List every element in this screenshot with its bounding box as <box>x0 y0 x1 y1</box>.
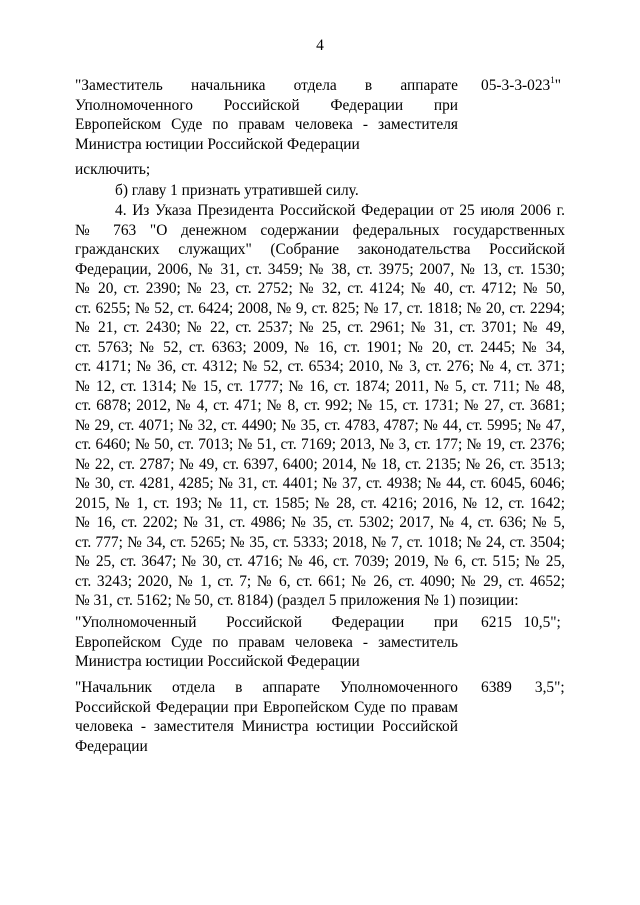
text-line: ст. 5763; № 52, ст. 6363; 2009, № 16, ст. 1901; № 20, ст. 2445; № 34, <box>75 338 565 356</box>
text-line: ст. 777; № 34, ст. 5265; № 35, ст. 5333; 2018, № 7, ст. 1018; № 24, ст. 3504; <box>75 533 565 551</box>
text-line: № 30, ст. 4281, 4285; № 31, ст. 4401; № 37, ст. 4938; № 44, ст. 6045, 6046; <box>75 475 565 492</box>
text-line: Европейском Суде по правам человека - заместитель <box>75 633 458 651</box>
item-4-paragraph <box>75 201 565 611</box>
text-line: "Уполномоченный Российской Федерации при <box>75 614 458 631</box>
item-b <box>75 181 565 201</box>
text-line: ст. 3243; 2020, № 1, ст. 7; № 6, ст. 661; № 26, ст. 4090; № 29, ст. 4652; <box>75 572 565 590</box>
text-line: № 763 "О денежном содержании федеральных государственных <box>75 221 565 239</box>
text-line: Министра юстиции Российской Федерации <box>75 135 360 153</box>
position-values: 6215 10,5"; <box>481 614 561 631</box>
text-line: № 21, ст. 2430; № 22, ст. 2537; № 25, ст. 2961; № 31, ст. 3701; № 49, <box>75 319 565 336</box>
text-line: ст. 4171; № 36, ст. 4312; № 52, ст. 6534; 2010, № 3, ст. 276; № 4, ст. 371; <box>75 358 565 375</box>
text-line: Министра юстиции Российской Федерации <box>75 653 360 670</box>
code-suffix: " <box>554 77 562 94</box>
position-title <box>75 76 458 154</box>
position-entry-head-of-department <box>75 678 565 758</box>
text-line: № 12, ст. 1314; № 15, ст. 1777; № 16, ст. 1874; 2011, № 5, ст. 711; № 48, <box>75 377 565 395</box>
text-line: ст. 6460; № 50, ст. 7013; № 51, ст. 7169; 2013, № 3, ст. 177; № 19, ст. 2376; <box>75 436 565 453</box>
position-values: 6389 3,5"; <box>481 679 565 696</box>
exclude-line <box>75 160 565 180</box>
text-line: № 31, ст. 5162; № 50, ст. 8184) (раздел 5 приложения № 1) позиции: <box>75 592 519 609</box>
position-title <box>75 613 458 672</box>
text-line: гражданских служащих" (Собрание законодательства Российской <box>75 241 565 258</box>
text-line: б) главу 1 признать утратившей силу. <box>115 182 359 199</box>
page-number: 4 <box>316 37 324 54</box>
text-line: человека - заместителя Министра юстиции Российской <box>75 718 458 735</box>
position-code <box>481 76 561 96</box>
text-line: "Заместитель начальника отдела в аппарате <box>75 77 458 94</box>
text-line: Федерации <box>75 737 148 755</box>
text-line: Европейском Суде по правам человека - заместителя <box>75 116 458 133</box>
position-entry-deputy-head <box>75 76 565 156</box>
code-superscript: 1 <box>550 74 555 85</box>
position-title <box>75 678 458 756</box>
text-line: "Начальник отдела в аппарате Уполномоченного <box>75 679 458 696</box>
text-line: исключить; <box>75 161 151 178</box>
text-line: 4. Из Указа Президента Российской Федерации от 25 июля 2006 г. <box>115 202 565 219</box>
code-value: 05-3-3-023 <box>481 77 551 94</box>
position-entry-commissioner <box>75 613 565 673</box>
text-line: № 16, ст. 2202; № 31, ст. 4986; № 35, ст. 5302; 2017, № 4, ст. 636; № 5, <box>75 514 565 531</box>
text-line: № 29, ст. 4071; № 32, ст. 4490; № 35, ст. 4783, 4787; № 44, ст. 5995; № 47, <box>75 416 565 434</box>
text-line: ст. 6255; № 52, ст. 6424; 2008, № 9, ст. 825; № 17, ст. 1818; № 20, ст. 2294; <box>75 299 565 317</box>
text-line: № 25, ст. 3647; № 30, ст. 4716; № 46, ст. 7039; 2019, № 6, ст. 515; № 25, <box>75 553 565 570</box>
text-line: Российской Федерации при Европейском Суде по правам <box>75 698 458 716</box>
text-line: Федерации, 2006, № 31, ст. 3459; № 38, ст. 3975; 2007, № 13, ст. 1530; <box>75 260 565 278</box>
text-line: ст. 6878; 2012, № 4, ст. 471; № 8, ст. 992; № 15, ст. 1731; № 27, ст. 3681; <box>75 397 565 414</box>
text-line: № 22, ст. 2787; № 49, ст. 6397, 6400; 2014, № 18, ст. 2135; № 26, ст. 3513; <box>75 455 565 473</box>
text-line: Уполномоченного Российской Федерации при <box>75 96 458 114</box>
text-line: 2015, № 1, ст. 193; № 11, ст. 1585; № 28, ст. 4216; 2016, № 12, ст. 1642; <box>75 494 565 512</box>
text-line: № 20, ст. 2390; № 23, ст. 2752; № 32, ст. 4124; № 40, ст. 4712; № 50, <box>75 280 565 297</box>
